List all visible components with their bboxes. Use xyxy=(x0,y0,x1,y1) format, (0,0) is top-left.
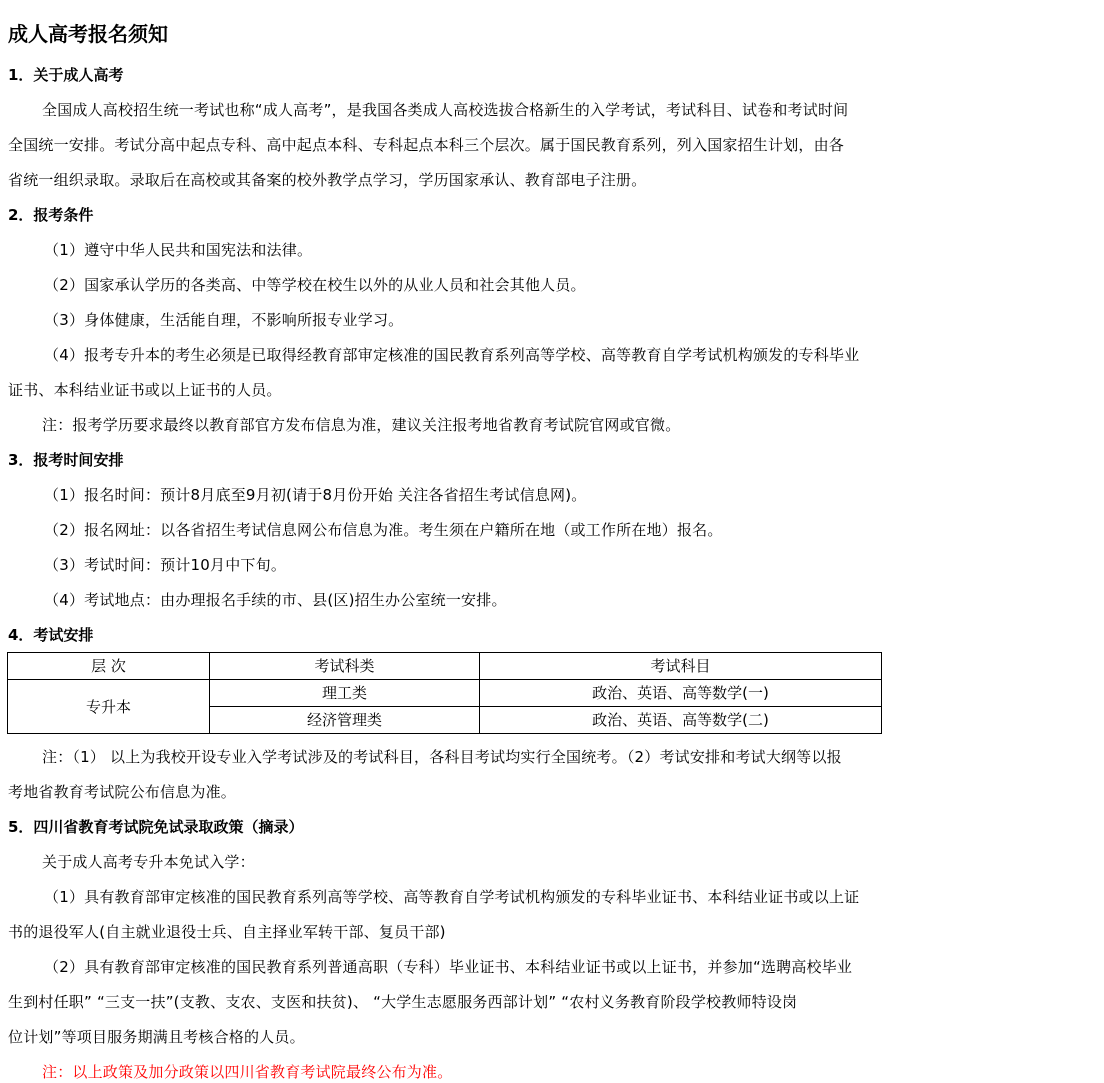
section-4-heading: 4．考试安排 xyxy=(8,626,94,644)
section-3-heading: 3．报考时间安排 xyxy=(8,451,124,469)
table-row xyxy=(8,680,882,707)
section-5-item-1: （1）具有教育部审定核准的国民教育系列高等学校、高等教育自学考试机构颁发的专科毕业证书、本科结业证书或以上证 xyxy=(44,888,860,906)
section-5-item-2-cont-2: 位计划”等项目服务期满且考核合格的人员。 xyxy=(8,1028,305,1046)
section-1-line-3: 省统一组织录取。录取后在高校或其备案的校外教学点学习，学历国家承认、教育部电子注册。 xyxy=(8,171,647,189)
table-header-level: 层 次 xyxy=(8,653,210,680)
section-5-item-2: （2）具有教育部审定核准的国民教育系列普通高职（专科）毕业证书、本科结业证书或以上证书，并参加“选聘高校毕业 xyxy=(44,958,853,976)
section-2-item-1: （1）遵守中华人民共和国宪法和法律。 xyxy=(44,241,313,259)
section-3-item-2: （2）报名网址：以各省招生考试信息网公布信息为准。考生须在户籍所在地（或工作所在地）报名。 xyxy=(44,521,723,539)
page-title: 成人高考报名须知 xyxy=(8,22,168,46)
section-2-note: 注：报考学历要求最终以教育部官方发布信息为准，建议关注报考地省教育考试院官网或官微。 xyxy=(42,416,681,434)
section-2-item-2: （2）国家承认学历的各类高、中等学校在校生以外的从业人员和社会其他人员。 xyxy=(44,276,586,294)
section-3-item-3: （3）考试时间：预计10月中下旬。 xyxy=(44,556,287,574)
table-cell-level: 专升本 xyxy=(8,680,210,734)
section-2-item-4: （4）报考专升本的考生必须是已取得经教育部审定核准的国民教育系列高等学校、高等教育自学考试机构颁发的专科毕业 xyxy=(44,346,860,364)
table-header-category: 考试科类 xyxy=(210,653,480,680)
section-3-item-4: （4）考试地点：由办理报名手续的市、县(区)招生办公室统一安排。 xyxy=(44,591,507,609)
section-4-note-1: 注：（1） 以上为我校开设专业入学考试涉及的考试科目，各科目考试均实行全国统考。（2）考试安排和考试大纲等以报 xyxy=(42,748,842,766)
table-cell-subjects: 政治、英语、高等数学(二) xyxy=(480,707,882,734)
exam-arrangement-table xyxy=(7,652,882,734)
section-2-heading: 2．报考条件 xyxy=(8,206,94,224)
section-5-item-1-cont: 书的退役军人(自主就业退役士兵、自主择业军转干部、复员干部) xyxy=(8,923,446,941)
section-5-heading: 5．四川省教育考试院免试录取政策（摘录） xyxy=(8,818,304,836)
section-2-item-4-cont: 证书、本科结业证书或以上证书的人员。 xyxy=(8,381,282,399)
section-5-intro: 关于成人高考专升本免试入学： xyxy=(42,853,255,871)
section-3-item-1: （1）报名时间：预计8月底至9月初(请于8月份开始 关注各省招生考试信息网)。 xyxy=(44,486,587,504)
section-1-line-2: 全国统一安排。考试分高中起点专科、高中起点本科、专科起点本科三个层次。属于国民教育系列，列入国家招生计划，由各 xyxy=(8,136,845,154)
table-header-row xyxy=(8,653,882,680)
table-cell-subjects: 政治、英语、高等数学(一) xyxy=(480,680,882,707)
section-5-item-2-cont-1: 生到村任职” “三支一扶”(支教、支农、支医和扶贫)、 “大学生志愿服务西部计划” “农村义务教育阶段学校教师特设岗 xyxy=(8,993,798,1011)
table-cell-category: 经济管理类 xyxy=(210,707,480,734)
policy-red-note: 注：以上政策及加分政策以四川省教育考试院最终公布为准。 xyxy=(42,1063,453,1081)
section-1-line-1: 全国成人高校招生统一考试也称“成人高考”，是我国各类成人高校选拔合格新生的入学考试，考试科目、试卷和考试时间 xyxy=(42,101,849,119)
section-4-note-2: 考地省教育考试院公布信息为准。 xyxy=(8,783,237,801)
section-2-item-3: （3）身体健康，生活能自理，不影响所报专业学习。 xyxy=(44,311,404,329)
section-1-heading: 1．关于成人高考 xyxy=(8,66,124,84)
table-header-subjects: 考试科目 xyxy=(480,653,882,680)
table-cell-category: 理工类 xyxy=(210,680,480,707)
